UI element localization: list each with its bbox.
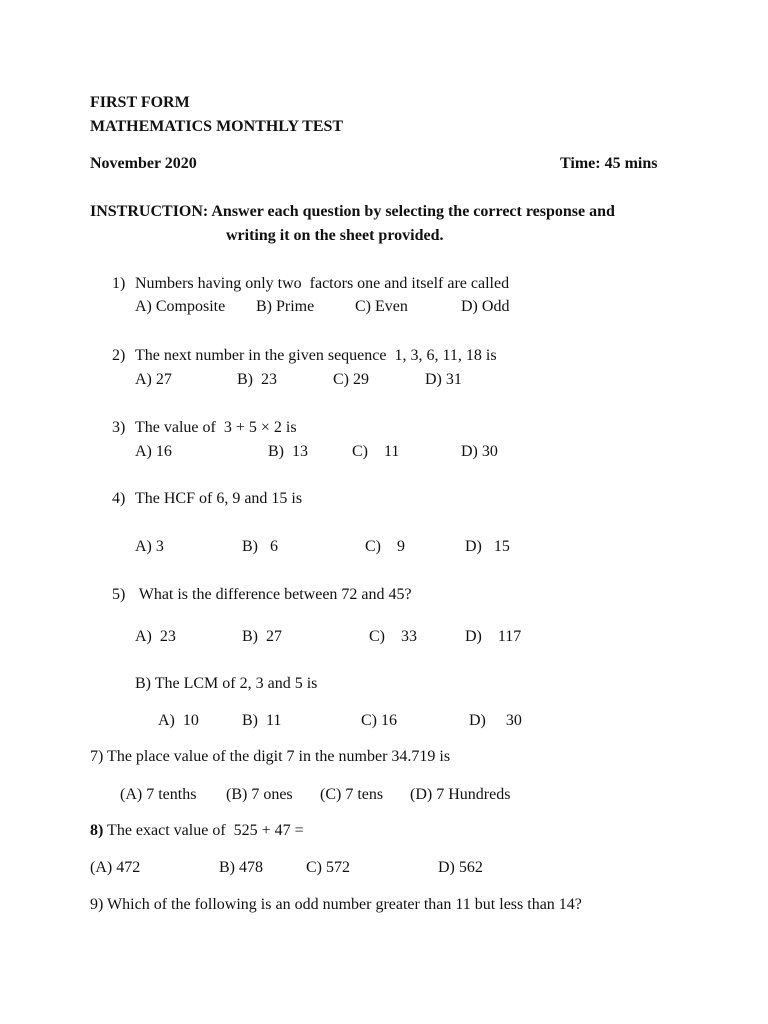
question-line bbox=[90, 821, 304, 841]
answer-option: D) 15 bbox=[465, 538, 510, 555]
question-number: 5) bbox=[112, 586, 126, 603]
question-number: 1) bbox=[112, 275, 126, 292]
answer-option: (B) 7 ones bbox=[226, 786, 293, 803]
answer-option: B) 6 bbox=[242, 538, 278, 555]
question-text: Numbers having only two factors one and itself are called bbox=[135, 275, 510, 292]
form-heading: FIRST FORM bbox=[90, 94, 190, 111]
question-text: The value of 3 + 5 × 2 is bbox=[135, 419, 297, 436]
answer-option: D) 117 bbox=[465, 628, 522, 645]
question-line bbox=[90, 895, 582, 915]
answer-option: D) Odd bbox=[461, 298, 510, 315]
question-text: The exact value of 525 + 47 = bbox=[107, 822, 304, 839]
answer-option: A) 16 bbox=[135, 443, 172, 460]
answer-option: D) 31 bbox=[425, 371, 462, 388]
question-number: 8) bbox=[90, 822, 104, 839]
instruction-text-1: Answer each question by selecting the correct response and bbox=[211, 203, 615, 220]
question-text: The next number in the given sequence 1, 3, 6, 11, 18 is bbox=[135, 347, 497, 364]
answer-option: C) Even bbox=[355, 298, 408, 315]
answer-option: (C) 7 tens bbox=[320, 786, 384, 803]
question-number: 9) bbox=[90, 896, 104, 913]
instruction-line-2: writing it on the sheet provided. bbox=[226, 227, 444, 244]
question-text: The place value of the digit 7 in the number 34.719 is bbox=[107, 748, 451, 765]
answer-option: B) 27 bbox=[242, 628, 282, 645]
question-number: 3) bbox=[112, 419, 126, 436]
question-text: The HCF of 6, 9 and 15 is bbox=[135, 490, 303, 507]
answer-option: D) 30 bbox=[461, 443, 498, 460]
answer-option: D) 562 bbox=[438, 859, 483, 876]
question-number: 7) bbox=[90, 748, 104, 765]
answer-option: (A) 7 tenths bbox=[120, 786, 197, 803]
question-text: B) The LCM of 2, 3 and 5 is bbox=[135, 675, 318, 692]
question-text: Which of the following is an odd number greater than 11 but less than 14? bbox=[107, 896, 582, 913]
answer-option: C) 29 bbox=[333, 371, 369, 388]
answer-option: B) 478 bbox=[219, 859, 263, 876]
question-number: 4) bbox=[112, 490, 126, 507]
question-text: What is the difference between 72 and 45? bbox=[135, 586, 412, 603]
answer-option: A) 23 bbox=[135, 628, 176, 645]
answer-option: (D) 7 Hundreds bbox=[410, 786, 511, 803]
answer-option: C) 9 bbox=[365, 538, 405, 555]
answer-option: C) 33 bbox=[369, 628, 417, 645]
answer-option: A) 27 bbox=[135, 371, 172, 388]
instruction-line-1 bbox=[90, 202, 615, 222]
answer-option: A) Composite bbox=[135, 298, 226, 315]
test-date: November 2020 bbox=[90, 155, 197, 172]
test-title: MATHEMATICS MONTHLY TEST bbox=[90, 118, 344, 135]
question-line bbox=[90, 747, 450, 767]
answer-option: B) 23 bbox=[237, 371, 277, 388]
answer-option: (A) 472 bbox=[90, 859, 141, 876]
answer-option: A) 3 bbox=[135, 538, 164, 555]
answer-option: B) 13 bbox=[268, 443, 308, 460]
answer-option: C) 572 bbox=[306, 859, 350, 876]
answer-option: D) 30 bbox=[469, 712, 522, 729]
instruction-label: INSTRUCTION: bbox=[90, 203, 209, 220]
answer-option: B) 11 bbox=[242, 712, 282, 729]
test-time: Time: 45 mins bbox=[560, 155, 658, 172]
answer-option: B) Prime bbox=[256, 298, 315, 315]
answer-option: A) 10 bbox=[158, 712, 199, 729]
answer-option: C) 16 bbox=[361, 712, 397, 729]
question-number: 2) bbox=[112, 347, 126, 364]
answer-option: C) 11 bbox=[352, 443, 400, 460]
